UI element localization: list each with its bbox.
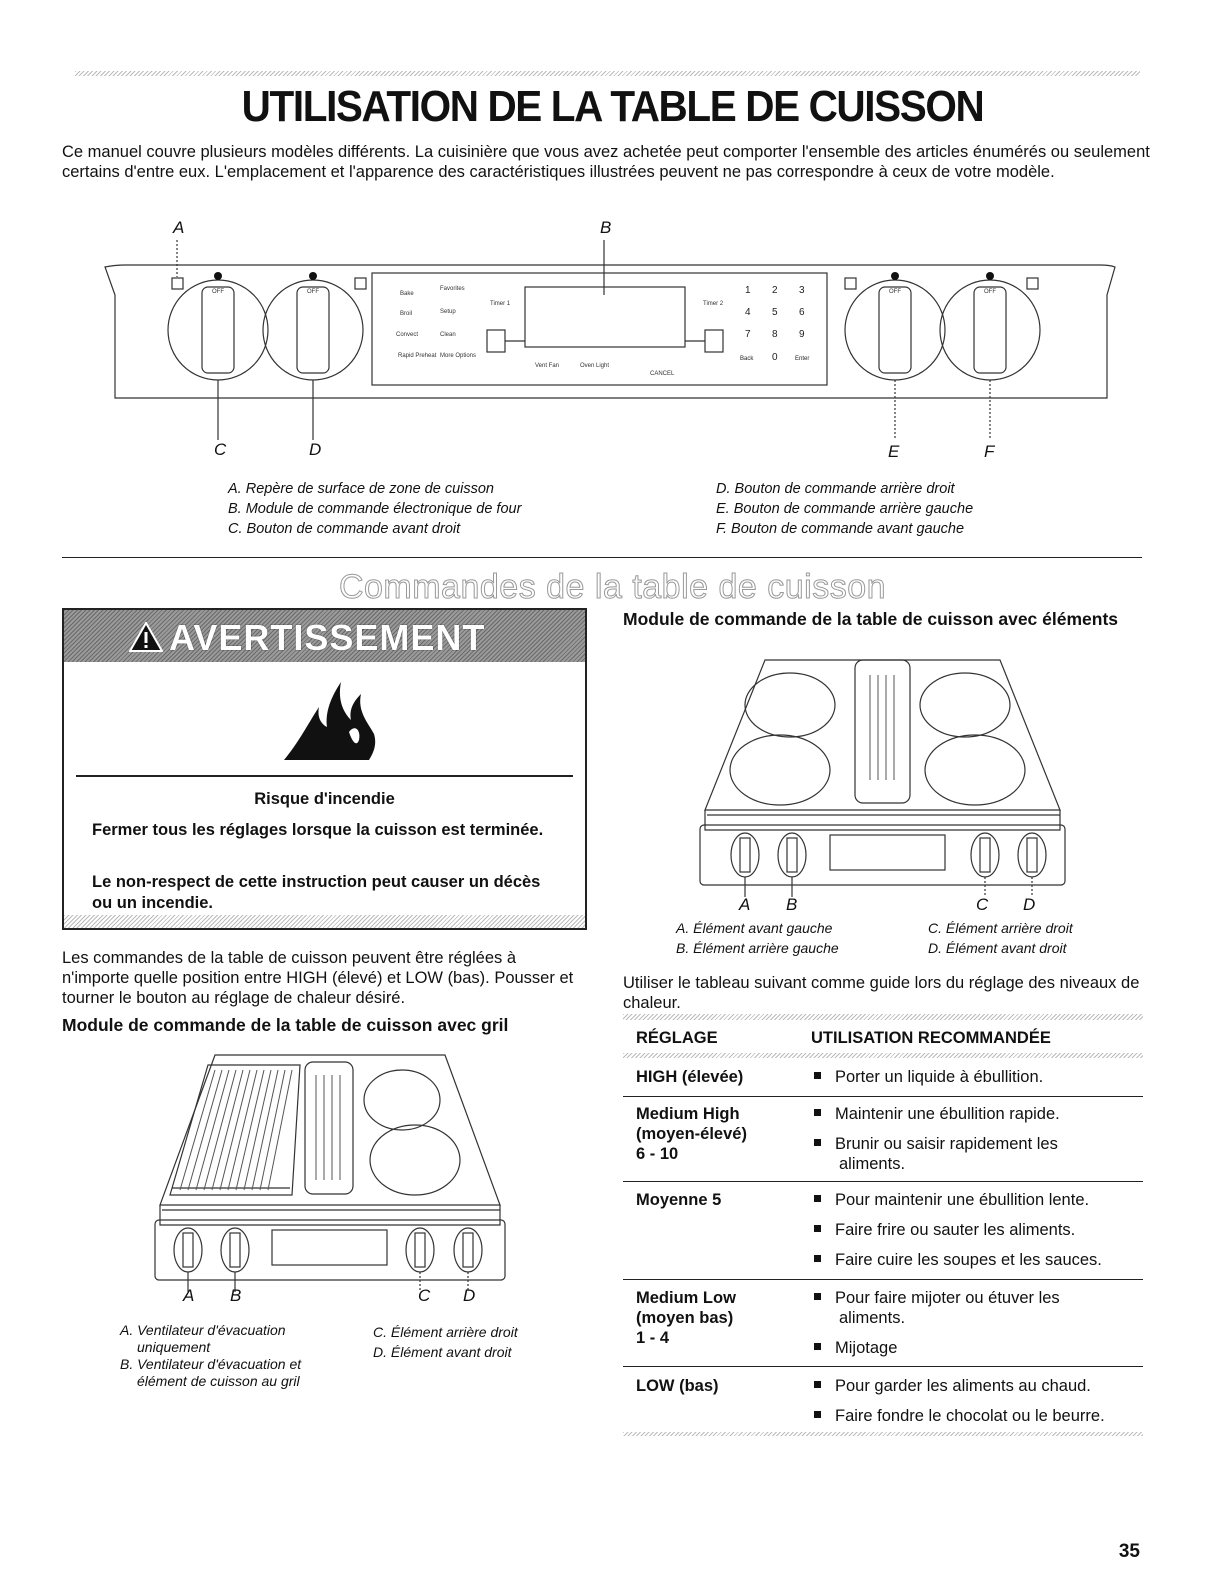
svg-text:9: 9 bbox=[799, 329, 805, 340]
control-panel-diagram bbox=[95, 235, 1125, 460]
table-row-use: Pour faire mijoter ou étuver les aliments. bbox=[814, 1288, 1114, 1328]
section-divider bbox=[62, 557, 1142, 558]
grill-label-b: B bbox=[230, 1286, 242, 1305]
svg-text:More Options: More Options bbox=[440, 353, 477, 359]
svg-text:1: 1 bbox=[745, 285, 751, 296]
table-row-use: Pour maintenir une ébullition lente. bbox=[814, 1190, 1089, 1210]
table-row-setting: HIGH (élevée) bbox=[636, 1068, 744, 1086]
svg-text:8: 8 bbox=[772, 329, 778, 340]
table-row-use: Faire frire ou sauter les aliments. bbox=[814, 1220, 1075, 1240]
label-c: C bbox=[214, 440, 227, 459]
svg-text:4: 4 bbox=[745, 307, 751, 318]
warning-bottom-hatch bbox=[64, 915, 585, 928]
warning-risk: Risque d'incendie bbox=[254, 790, 395, 808]
guide-intro: Utiliser le tableau suivant comme guide lors du réglage des niveaux de chaleur. bbox=[623, 974, 1140, 1012]
elements-heading: Module de commande de la table de cuisson avec éléments bbox=[623, 609, 1119, 629]
grill-captions-right: C. Élément arrière droit D. Élément avant droit bbox=[373, 1324, 518, 1360]
warning-triangle-icon bbox=[129, 622, 163, 652]
grill-label-c: C bbox=[418, 1286, 431, 1305]
svg-text:0: 0 bbox=[772, 352, 778, 363]
table-row-use: Faire cuire les soupes et les sauces. bbox=[814, 1250, 1102, 1270]
svg-text:Clean: Clean bbox=[440, 332, 456, 338]
svg-text:Convect: Convect bbox=[396, 332, 419, 338]
svg-text:5: 5 bbox=[772, 307, 778, 318]
svg-text:Timer 2: Timer 2 bbox=[703, 301, 724, 307]
table-row-use: Mijotage bbox=[814, 1338, 897, 1358]
svg-text:Oven Light: Oven Light bbox=[580, 363, 610, 369]
warning-box bbox=[62, 608, 587, 930]
grill-captions-left: A. Ventilateur d'évacuation uniquement B. Ventilateur d'évacuation et élément de cuisson au gril bbox=[120, 1322, 302, 1389]
warning-line-1: Fermer tous les réglages lorsque la cuisson est terminée. bbox=[92, 821, 544, 839]
svg-text:OFF: OFF bbox=[984, 289, 996, 295]
elements-cooktop-diagram bbox=[695, 655, 1070, 900]
elements-label-a: A bbox=[739, 895, 751, 914]
svg-text:OFF: OFF bbox=[307, 289, 319, 295]
grill-heading: Module de commande de la table de cuisson avec gril bbox=[62, 1015, 509, 1035]
svg-text:3: 3 bbox=[799, 285, 805, 296]
grill-cooktop-diagram bbox=[150, 1050, 510, 1295]
svg-text:Broil: Broil bbox=[400, 311, 413, 317]
svg-text:Back: Back bbox=[740, 356, 754, 362]
table-row-setting: LOW (bas) bbox=[636, 1377, 719, 1395]
label-d: D bbox=[309, 440, 322, 459]
left-body-text: Les commandes de la table de cuisson peuvent être réglées à n'importe quelle position entre HIGH (élevé) et LOW (bas). Pousser et tourner le bouton au réglage de chaleur désiré. bbox=[62, 949, 574, 1007]
svg-text:2: 2 bbox=[772, 285, 778, 296]
panel-captions-right: D. Bouton de commande arrière droit E. Bouton de commande arrière gauche F. Bouton de commande avant gauche bbox=[716, 481, 974, 537]
grill-label-d: D bbox=[463, 1286, 476, 1305]
panel-captions-left: A. Repère de surface de zone de cuisson B. Module de commande électronique de four C. Bouton de commande avant droit bbox=[228, 481, 522, 537]
svg-text:CANCEL: CANCEL bbox=[650, 371, 675, 377]
table-row-rule bbox=[623, 1366, 1143, 1367]
warning-header bbox=[64, 610, 585, 662]
table-row-use: Maintenir une ébullition rapide. bbox=[814, 1104, 1060, 1124]
table-header-hatch bbox=[623, 1053, 1143, 1058]
table-row-rule bbox=[623, 1096, 1143, 1097]
table-row-rule bbox=[623, 1181, 1143, 1182]
elements-label-c: C bbox=[976, 895, 989, 914]
table-row-setting: Medium Low (moyen bas) 1 - 4 bbox=[636, 1289, 736, 1347]
warning-title: AVERTISSEMENT bbox=[169, 617, 486, 658]
section-title: Commandes de la table de cuisson bbox=[338, 568, 887, 606]
elements-label-b: B bbox=[786, 895, 798, 914]
elements-label-d: D bbox=[1023, 895, 1036, 914]
svg-text:OFF: OFF bbox=[889, 289, 901, 295]
table-header-setting: RÉGLAGE bbox=[636, 1029, 718, 1047]
svg-text:Favorites: Favorites bbox=[440, 286, 465, 292]
page-number: 35 bbox=[1118, 1541, 1140, 1562]
svg-text:Setup: Setup bbox=[440, 309, 456, 315]
table-row-use: Brunir ou saisir rapidement les aliments. bbox=[814, 1134, 1114, 1174]
svg-text:Rapid Preheat: Rapid Preheat bbox=[398, 353, 437, 359]
svg-text:Timer 1: Timer 1 bbox=[490, 301, 511, 307]
svg-text:Bake: Bake bbox=[400, 291, 414, 297]
warning-line-2: Le non-respect de cette instruction peut causer un décès ou un incendie. bbox=[92, 873, 541, 912]
svg-text:6: 6 bbox=[799, 307, 805, 318]
table-header-use: UTILISATION RECOMMANDÉE bbox=[811, 1029, 1051, 1047]
table-row-use: Pour garder les aliments au chaud. bbox=[814, 1376, 1091, 1396]
page-title: UTILISATION DE LA TABLE DE CUISSON bbox=[241, 82, 984, 131]
svg-text:7: 7 bbox=[745, 329, 751, 340]
fire-icon bbox=[279, 672, 379, 764]
label-b: B bbox=[600, 218, 612, 237]
table-row-setting: Medium High (moyen-élevé) 6 - 10 bbox=[636, 1105, 747, 1163]
table-row-use: Faire fondre le chocolat ou le beurre. bbox=[814, 1406, 1105, 1426]
label-f: F bbox=[984, 442, 995, 461]
table-row-use: Porter un liquide à ébullition. bbox=[814, 1067, 1043, 1087]
table-top-hatch bbox=[623, 1014, 1143, 1020]
svg-text:Vent Fan: Vent Fan bbox=[535, 363, 560, 369]
top-rule bbox=[75, 71, 1140, 76]
label-a: A bbox=[173, 218, 185, 237]
svg-text:Enter: Enter bbox=[795, 356, 810, 362]
intro-paragraph: Ce manuel couvre plusieurs modèles différents. La cuisinière que vous avez achetée peut comporter l'ensemble des articles énumérés ou seulement certains d'entre eux. L'emplacement et l'apparence des caractéristiques illustrées peuvent ne pas correspondre à ceux de votre modèle. bbox=[62, 143, 1150, 181]
table-bottom-hatch bbox=[623, 1432, 1143, 1436]
table-row-setting: Moyenne 5 bbox=[636, 1191, 722, 1209]
table-row-rule bbox=[623, 1279, 1143, 1280]
svg-text:OFF: OFF bbox=[212, 289, 224, 295]
grill-label-a: A bbox=[183, 1286, 195, 1305]
elements-captions-left: A. Élément avant gauche B. Élément arrière gauche bbox=[676, 920, 839, 956]
warning-divider bbox=[76, 775, 573, 777]
elements-captions-right: C. Élément arrière droit D. Élément avant droit bbox=[928, 920, 1073, 956]
label-e: E bbox=[888, 442, 900, 461]
